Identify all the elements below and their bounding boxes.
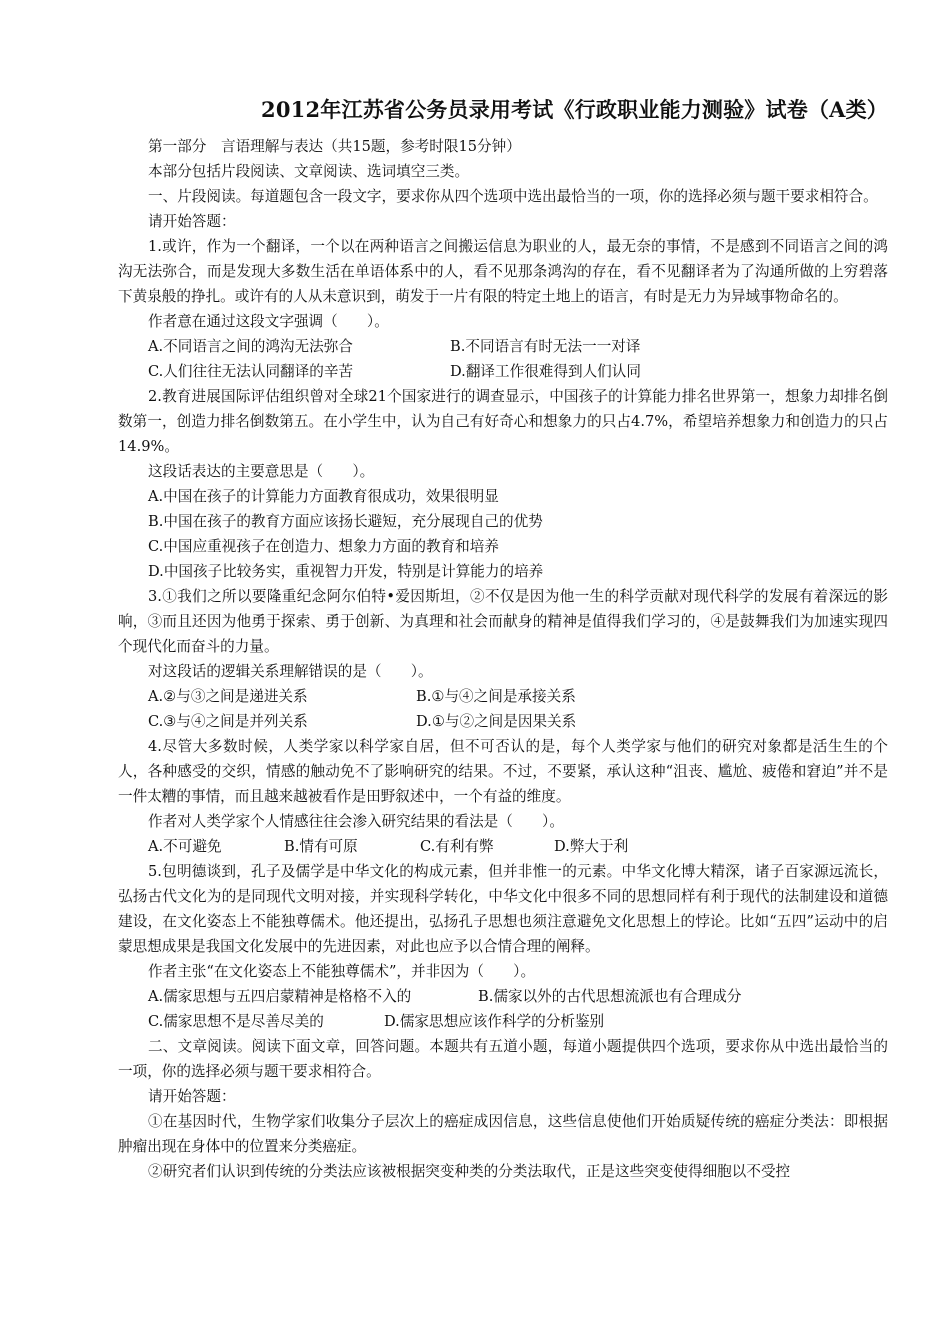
question-3-option-d: D.①与②之间是因果关系 — [416, 713, 577, 730]
question-3-passage: 3.①我们之所以要隆重纪念阿尔伯特•爱因斯坦，②不仅是因为他一生的科学贡献对现代科学的发展有着深远的影响，③而且还因为他勇于探索、勇于创新、为真理和社会而献身的精神是值得我们学习的，④是鼓舞我们为加速实现四个现代化而奋斗的力量。 — [118, 588, 888, 655]
question-4-stem: 作者对人类学家个人情感往往会渗入研究结果的看法是（ ）。 — [148, 813, 564, 830]
question-1-option-b: B.不同语言有时无法一一对译 — [450, 338, 641, 355]
question-2-option-a: A.中国在孩子的计算能力方面教育很成功，效果很明显 — [148, 488, 499, 505]
question-2-stem: 这段话表达的主要意思是（ ）。 — [148, 463, 375, 480]
question-4-option-c: C.有利有弊 — [420, 838, 494, 855]
question-1-stem: 作者意在通过这段文字强调（ ）。 — [148, 313, 389, 330]
document-page — [118, 96, 888, 1184]
question-3-options-row-2 — [118, 709, 888, 734]
question-5-passage: 5.包明德谈到，孔子及儒学是中华文化的构成元素，但并非惟一的元素。中华文化博大精深，诸子百家源远流长，弘扬古代文化为的是同现代文明对接，并实现科学转化，中华文化中很多不同的思想同样有利于现代的法制建设和道德建设，在文化姿态上不能独尊儒术。他还提出，弘扬孔子思想也须注意避免文化思想上的悖论。比如“五四”运动中的启蒙思想成果是我国文化发展中的先进因素，对此也应予以合情合理的阐释。 — [118, 863, 888, 955]
question-5-option-a: A.儒家思想与五四启蒙精神是格格不入的 — [148, 988, 412, 1005]
question-5-option-c: C.儒家思想不是尽善尽美的 — [148, 1013, 324, 1030]
part1-header: 第一部分 言语理解与表达（共15题，参考时限15分钟） — [148, 138, 521, 155]
question-3-option-a: A.②与③之间是递进关系 — [148, 688, 308, 705]
question-3-option-c: C.③与④之间是并列关系 — [148, 713, 308, 730]
question-1-options-row-1 — [118, 334, 888, 359]
question-5-option-b: B.儒家以外的古代思想流派也有合理成分 — [478, 988, 742, 1005]
section2-instructions: 二、文章阅读。阅读下面文章，回答问题。本题共有五道小题，每道小题提供四个选项，要求你从中选出最恰当的一项，你的选择必须与题干要求相符合。 — [118, 1038, 888, 1080]
question-3-options-row-1 — [118, 684, 888, 709]
question-2-option-c: C.中国应重视孩子在创造力、想象力方面的教育和培养 — [148, 538, 499, 555]
section1-instructions: 一、片段阅读。每道题包含一段文字，要求你从四个选项中选出最恰当的一项，你的选择必须与题干要求相符合。 — [148, 188, 878, 205]
question-4-option-a: A.不可避免 — [148, 838, 222, 855]
question-2-passage: 2.教育进展国际评估组织曾对全球21个国家进行的调查显示，中国孩子的计算能力排名世界第一，想象力却排名倒数第一，创造力排名倒数第五。在小学生中，认为自己有好奇心和想象力的只占4.7%，希望培养想象力和创造力的只占14.9%。 — [118, 388, 888, 455]
question-4-option-d: D.弊大于利 — [554, 838, 629, 855]
question-5-options-row-2 — [118, 1009, 888, 1034]
question-4-option-b: B.情有可原 — [284, 838, 358, 855]
question-5-option-d: D.儒家思想应该作科学的分析鉴别 — [384, 1013, 605, 1030]
start-prompt: 请开始答题： — [148, 213, 236, 230]
part1-intro: 本部分包括片段阅读、文章阅读、选词填空三类。 — [148, 163, 470, 180]
question-1-option-d: D.翻译工作很难得到人们认同 — [450, 363, 641, 380]
question-1-option-a: A.不同语言之间的鸿沟无法弥合 — [148, 338, 353, 355]
question-4-passage: 4.尽管大多数时候，人类学家以科学家自居，但不可否认的是，每个人类学家与他们的研究对象都是活生生的个人，各种感受的交织，情感的触动免不了影响研究的结果。不过，不要紧，承认这种“沮丧、尴尬、疲倦和窘迫”并不是一件太糟的事情，而且越来越被看作是田野叙述中，一个有益的维度。 — [118, 738, 888, 805]
start-prompt-2: 请开始答题： — [148, 1088, 236, 1105]
article-paragraph-2: ②研究者们认识到传统的分类法应该被根据突变种类的分类法取代，正是这些突变使得细胞以不受控 — [148, 1163, 791, 1180]
article-paragraph-1: ①在基因时代，生物学家们收集分子层次上的癌症成因信息，这些信息使他们开始质疑传统的癌症分类法：即根据肿瘤出现在身体中的位置来分类癌症。 — [118, 1113, 888, 1155]
question-4-options-row — [118, 834, 888, 859]
question-5-stem: 作者主张“在文化姿态上不能独尊儒术”，并非因为（ ）。 — [148, 963, 536, 980]
question-3-stem: 对这段话的逻辑关系理解错误的是（ ）。 — [148, 663, 433, 680]
question-1-passage: 1.或许，作为一个翻译，一个以在两种语言之间搬运信息为职业的人，最无奈的事情，不是感到不同语言之间的鸿沟无法弥合，而是发现大多数生活在单语体系中的人，看不见那条鸿沟的存在，看不见翻译者为了沟通所做的上穷碧落下黄泉般的挣扎。或许有的人从未意识到，萌发于一片有限的特定土地上的语言，有时是无力为异域事物命名的。 — [118, 238, 888, 305]
question-3-option-b: B.①与④之间是承接关系 — [416, 688, 576, 705]
question-5-options-row-1 — [118, 984, 888, 1009]
question-2-option-d: D.中国孩子比较务实，重视智力开发，特别是计算能力的培养 — [148, 563, 544, 580]
question-1-option-c: C.人们往往无法认同翻译的辛苦 — [148, 363, 354, 380]
document-title: 2012年江苏省公务员录用考试《行政职业能力测验》试卷（A类） — [261, 97, 888, 122]
question-2-option-b: B.中国在孩子的教育方面应该扬长避短，充分展现自己的优势 — [148, 513, 543, 530]
question-1-options-row-2 — [118, 359, 888, 384]
